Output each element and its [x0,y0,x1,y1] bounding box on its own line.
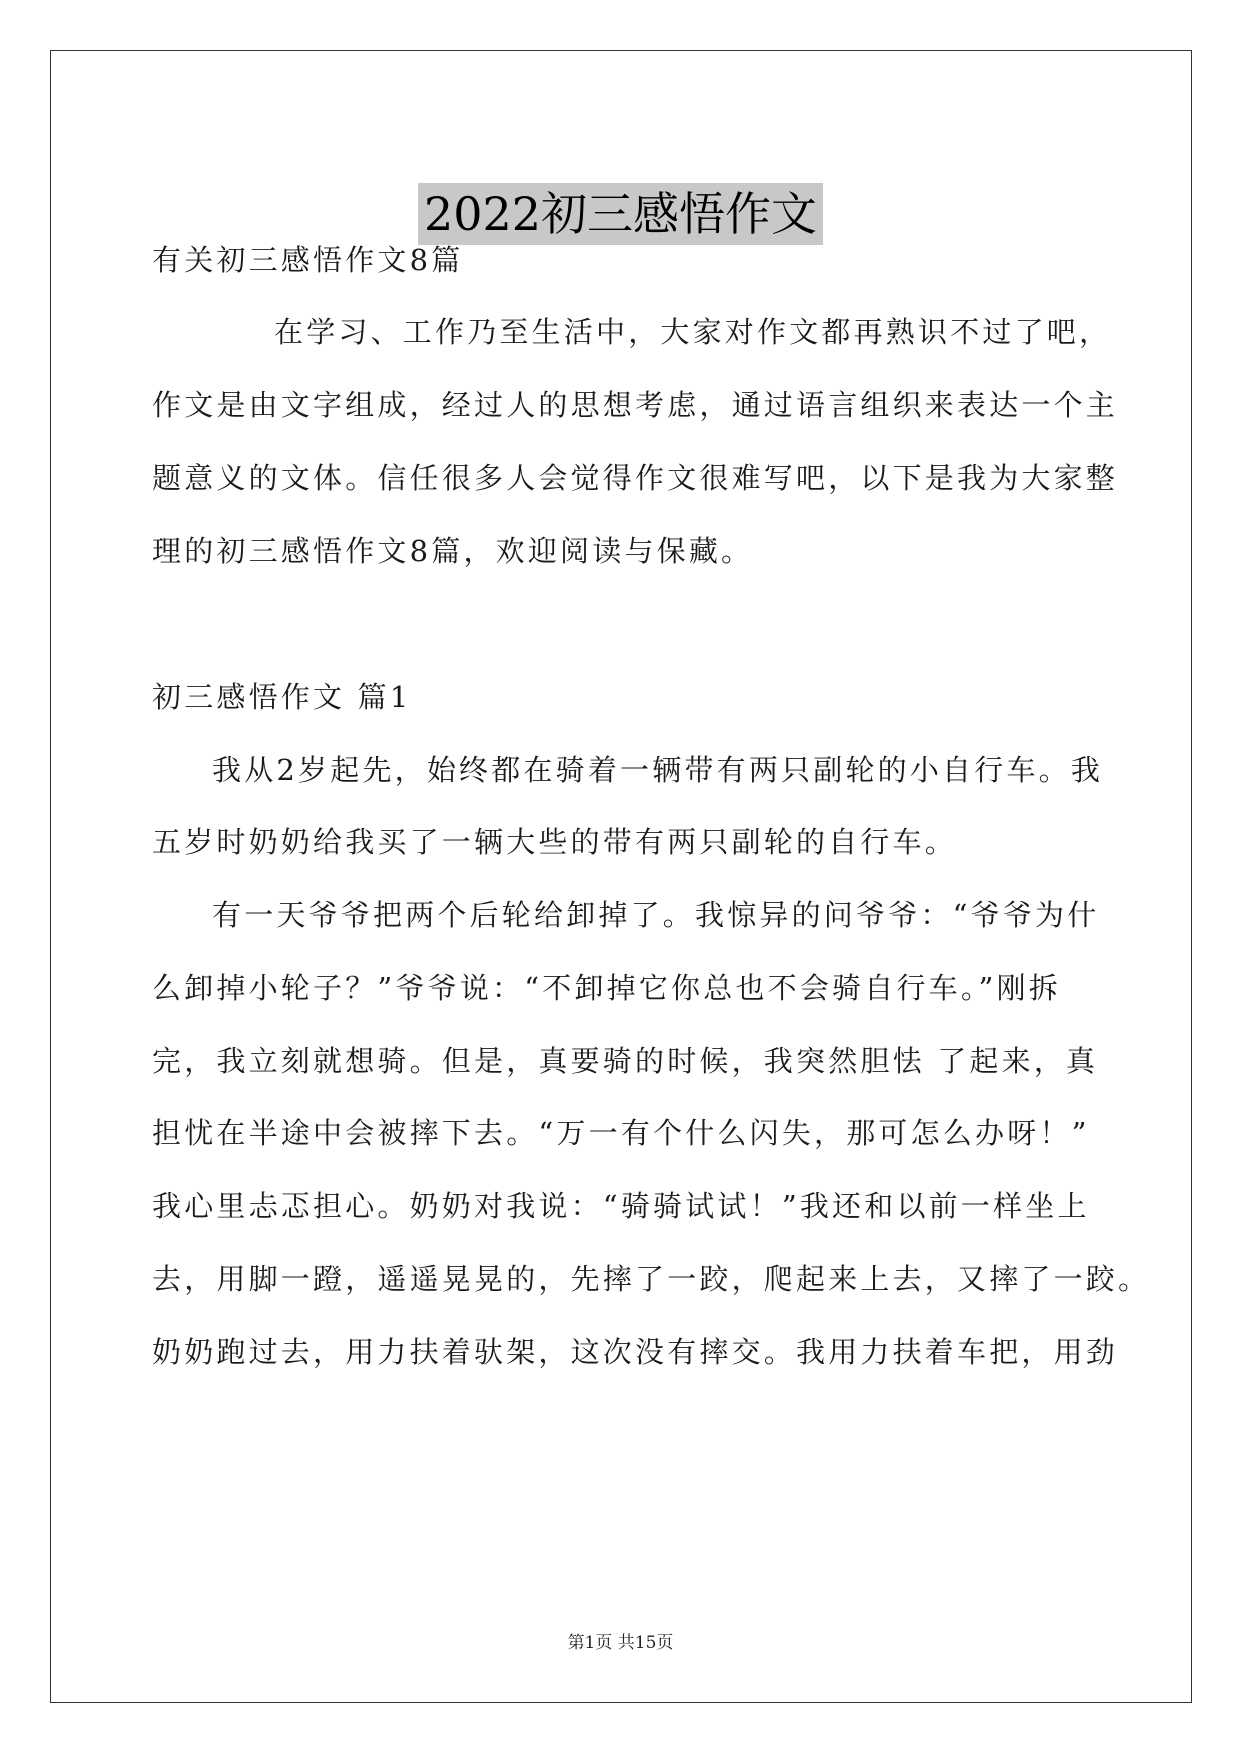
document-subtitle: 有关初三感悟作文8篇 [152,243,464,277]
body-line: 我心里忐忑担心。奶奶对我说：“骑骑试试！”我还和以前一样坐上 [152,1189,1090,1223]
body-line: 我从2岁起先，始终都在骑着一辆带有两只副轮的小自行车。我 [212,753,1104,787]
intro-line: 题意义的文体。信任很多人会觉得作文很难写吧，以下是我为大家整 [152,461,1119,495]
intro-line: 理的初三感悟作文8篇，欢迎阅读与保藏。 [152,534,754,568]
body-line: 五岁时奶奶给我买了一辆大些的带有两只副轮的自行车。 [152,825,958,859]
body-line: 么卸掉小轮子？”爷爷说：“不卸掉它你总也不会骑自行车。”刚拆 [152,971,1061,1005]
body-line: 担忧在半途中会被摔下去。“万一有个什么闪失，那可怎么办呀！” [152,1116,1090,1150]
body-line: 有一天爷爷把两个后轮给卸掉了。我惊异的问爷爷：“爷爷为什 [212,898,1100,932]
intro-line: 在学习、工作乃至生活中，大家对作文都再熟识不过了吧， [274,315,1112,349]
intro-line: 作文是由文字组成，经过人的思想考虑，通过语言组织来表达一个主 [152,388,1119,422]
page-border [50,50,1192,1703]
body-line: 完，我立刻就想骑。但是，真要骑的时候，我突然胆怯 了起来，真 [152,1044,1099,1078]
body-line: 奶奶跑过去，用力扶着驮架，这次没有摔交。我用力扶着车把，用劲 [152,1335,1119,1369]
body-line: 去，用脚一蹬，遥遥晃晃的，先摔了一跤，爬起来上去，又摔了一跤。 [152,1262,1151,1296]
document-title: 2022初三感悟作文 [418,183,823,245]
page-footer: 第1页 共15页 [567,1633,674,1653]
section-heading: 初三感悟作文 篇1 [152,680,412,714]
